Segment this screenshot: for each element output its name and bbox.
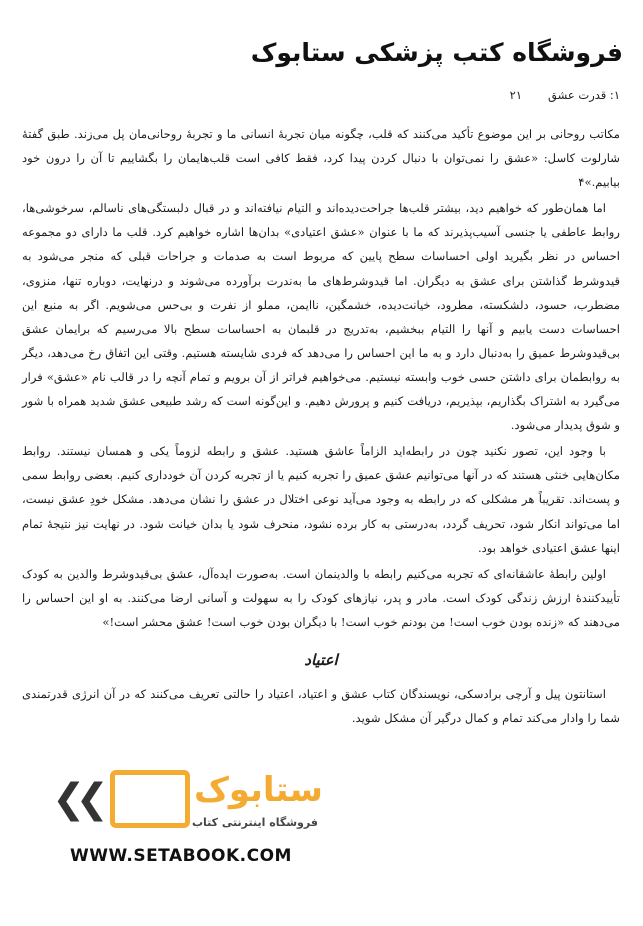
- double-chevron-icon: ❮❮: [52, 776, 100, 822]
- page-number: ۲۱: [509, 88, 522, 102]
- site-url: WWW.SETABOOK.COM: [70, 846, 292, 866]
- chapter-title: ۱: قدرت عشق: [548, 88, 620, 102]
- paragraph-2: اما همان‌طور که خواهیم دید، بیشتر قلب‌ها جراحت‌دیده‌اند و التیام نیافته‌اند و در قبال دلبستگی‌های ناسالم، سرخوشی‌ها، روابط عاطفی یا جنسی آسیب‌پذیرند که ما با عنوان «عشق اعتیادی» بدان‌ها اشاره خواهیم کرد. قلب ما دارای دو مجموعه احساس در نظر بگیرید اولی احساسات سطح پایین که مربوط است به صدمات و جراحات قبلی که منجر می‌شود به قیدوشرط گذاشتن برای عشق به دیگران. اما قیدوشرط‌های ما به‌ندرت برآورده می‌شوند و درنهایت، دوباره تنها، منزوی، مضطرب، حسود، دلشکسته، مطرود، خیانت‌دیده، خشمگین، ناایمن، مملو از نفرت و بی‌حس می‌شویم. اگر به منبع این احساسات دست یابیم و آنها را التیام ببخشیم، به‌تدریج در قلبمان به احساسات سطح بالا می‌رسیم که برایمان عشق بی‌قیدوشرط عمیق را به‌دنبال دارد و به ما این احساس را می‌دهد که فردی شایسته هستیم. وقتی این اتفاق رخ می‌دهد، دیگر به روابطمان برای داشتن حسی خوب وابسته نیستیم. می‌خواهیم فراتر از آن برویم و تمام آنچه را در قالب نام «عشق» فرار می‌گیرد به اشتراک بگذاریم، بپذیریم، دریافت کنیم و پرورش دهیم. و این‌گونه است که رشد طبیعی عشق شدید همراه با شور و شوق پدیدار می‌شود.: [22, 201, 620, 433]
- paragraph-4: اولین رابطهٔ عاشقانه‌ای که تجربه می‌کنیم رابطه با والدینمان است. به‌صورت ایده‌آل، عشق بی‌قیدوشرط والدین به کودک تأییدکنندهٔ ارزش زندگی کودک است. مادر و پدر، نیازهای کودک را به سهولت و آسانی ارضا می‌کنند. به او این احساس را می‌دهند که «زنده بودن خوب است! من بودنم خوب است! با دیگران بودن خوب است! عشق محشر است!»: [22, 566, 620, 629]
- paragraph-3: با وجود این، تصور نکنید چون در رابطه‌اید الزاماً عاشق هستید. عشق و رابطه لزوماً یکی و همسان نیستند. روابط مکان‌هایی خنثی هستند که در آنها می‌توانیم عشق عمیق را تجربه کنیم یا از تجربه کردن آن خودداری کنیم. بعضی روابط سمی و پست‌اند. تقریباً هر مشکلی که در رابطه به وجود می‌آید نوعی اختلال در عشق را نشان می‌دهد. مشکل خودِ عشق نیست، اما می‌تواند انکار شود، تحریف گردد، به‌درستی به کار برده نشود، منحرف شود یا بدان خیانت شود. در نهایت نیز نتیجهٔ تمام اینها عشق اعتیادی خواهد بود.: [22, 444, 620, 555]
- book-frame-icon: [110, 770, 190, 828]
- store-title: فروشگاه کتب پزشکی ستابوک: [250, 38, 623, 67]
- running-header: [0, 88, 620, 102]
- watermark-subtitle: فروشگاه اینترنتی کتاب: [192, 816, 318, 829]
- section-heading: اعتیاد: [304, 650, 338, 669]
- paragraph-1: مکاتب روحانی بر این موضوع تأکید می‌کنند که قلب، چگونه میان تجربهٔ انسانی ما و تجربهٔ روحانی‌مان پل می‌زند. طبق گفتهٔ شارلوت کاسل: «عشق را نمی‌توان با دنبال کردن پیدا کرد، فقط کافی است قلب‌هایمان را بگشاییم تا آن را درون خود بیابیم.»۴: [22, 127, 620, 190]
- paragraph-5: استانتون پیل و آرچی برادسکی، نویسندگان کتاب عشق و اعتیاد، اعتیاد را حالتی تعریف می‌کنند که در آن انرژی قدرتمندی شما را وادار می‌کند تمام و کمال درگیر آن مشکل شوید.: [22, 687, 620, 726]
- body-text: [22, 122, 620, 732]
- watermark-logo-text: ستابوک: [194, 770, 323, 810]
- watermark-logo: [52, 768, 332, 840]
